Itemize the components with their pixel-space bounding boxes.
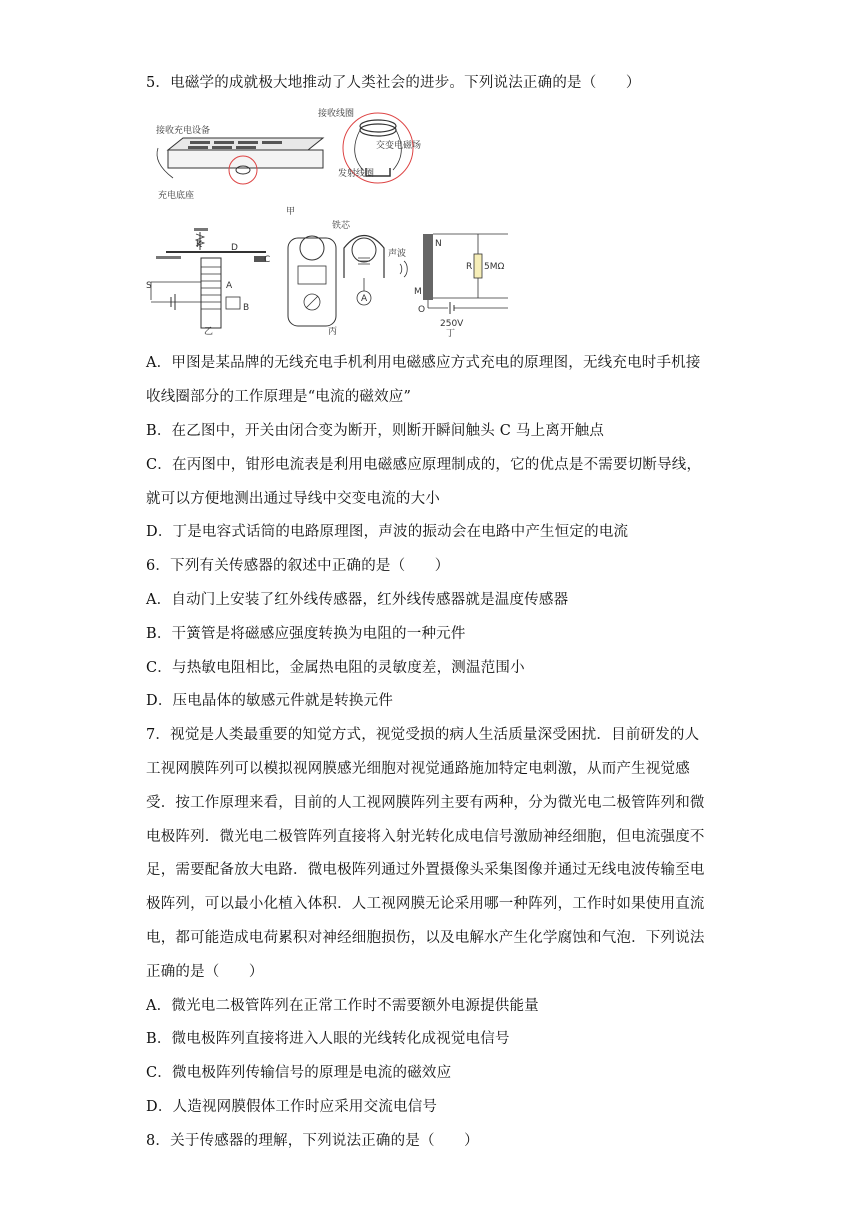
q5-stem: 5．电磁学的成就极大地推动了人类社会的进步。下列说法正确的是（ ） [146,75,641,91]
q7-option-a: A．微光电二极管阵列在正常工作时不需要额外电源提供能量 [146,998,539,1014]
q5-option-b: B．在乙图中，开关由闭合变为断开，则断开瞬间触头 C 马上离开触点 [146,423,605,439]
label-N: N [435,239,442,249]
q7-stem-line: 电极阵列．微光电二极管阵列直接将入射光转化成电信号激励神经细胞，但电流强度不 [146,829,705,845]
label-recv-coil: 接收线圈 [318,109,355,119]
label-resistance: 5MΩ [484,262,505,272]
q5-option-c-line1: C．在丙图中，钳形电流表是利用电磁感应原理制成的，它的优点是不需要切断导线， [146,457,702,473]
q6-option-c: C．与热敏电阻相比，金属热电阻的灵敏度差，测温范围小 [146,660,525,676]
caption-yi: 乙 [204,327,214,337]
q5-option-c-line2: 就可以方便地测出通过导线中交变电流的大小 [146,491,440,507]
figure-yi [146,222,276,337]
q7-option-c: C．微电极阵列传输信号的原理是电流的磁效应 [146,1065,452,1081]
q7-stem-line: 足，需要配备放大电路．微电极阵列通过外置摄像头采集图像并通过无线电波传输至电 [146,862,705,878]
meter-A: A [361,294,368,304]
q7-stem-line: 电，都可能造成电荷累积对神经细胞损伤，以及电解水产生化学腐蚀和气泡．下列说法 [146,930,705,946]
label-field: 交变电磁场 [376,141,422,151]
caption-bing: 丙 [328,327,338,337]
label-wave: 声波 [388,249,407,259]
label-K: K [196,240,202,250]
q7-stem-line: 受．按工作原理来看，目前的人工视网膜阵列主要有两种，分为微光电二极管阵列和微 [146,795,705,811]
label-S: S [146,281,152,291]
q6-option-b: B．干簧管是将磁感应强度转换为电阻的一种元件 [146,626,466,642]
figure-bing [284,218,407,337]
q7-option-d: D．人造视网膜假体工作时应采用交流电信号 [146,1099,438,1115]
q7-stem-line: 7．视觉是人类最重要的知觉方式，视觉受损的病人生活质量深受困扰．目前研发的人 [146,727,700,743]
q7-stem-line: 工视网膜阵列可以模拟视网膜感光细胞对视觉通路施加特定电刺激，从而产生视觉感 [146,761,690,777]
q5-option-d: D．丁是电容式话筒的电路原理图，声波的振动会在电路中产生恒定的电流 [146,524,629,540]
figure-jia [148,108,468,217]
q7-option-b: B．微电极阵列直接将进入人眼的光线转化成视觉电信号 [146,1031,510,1047]
label-M: M [414,287,422,297]
label-O: O [418,305,426,315]
label-emit-coil: 发射线圈 [338,169,375,179]
q5-option-a-line2: 收线圈部分的工作原理是“电流的磁效应” [146,389,412,405]
caption-jia: 甲 [286,207,296,217]
q7-stem-line: 极阵列，可以最小化植入体积．人工视网膜无论采用哪一种阵列，工作时如果使用直流 [146,896,705,912]
caption-ding: 丁 [446,329,456,339]
label-core: 铁芯 [332,221,351,231]
q8-stem: 8．关于传感器的理解，下列说法正确的是（ ） [146,1133,479,1149]
q5-option-a-line1: A．甲图是某品牌的无线充电手机利用电磁感应方式充电的原理图，无线充电时手机接 [146,355,701,371]
label-B: B [243,303,250,313]
label-voltage: 250V [440,319,464,329]
q7-stem-line: 正确的是（ ） [146,964,264,980]
q6-option-a: A．自动门上安装了红外线传感器，红外线传感器就是温度传感器 [146,592,569,608]
label-C: C [264,255,271,265]
q6-option-d: D．压电晶体的敏感元件就是转换元件 [146,693,394,709]
label-device: 接收充电设备 [156,126,211,136]
figure-ding [388,226,510,338]
label-D: D [231,243,238,253]
label-R: R [466,262,473,272]
label-A: A [226,281,233,291]
q6-stem: 6．下列有关传感器的叙述中正确的是（ ） [146,558,450,574]
label-base: 充电底座 [158,191,195,201]
